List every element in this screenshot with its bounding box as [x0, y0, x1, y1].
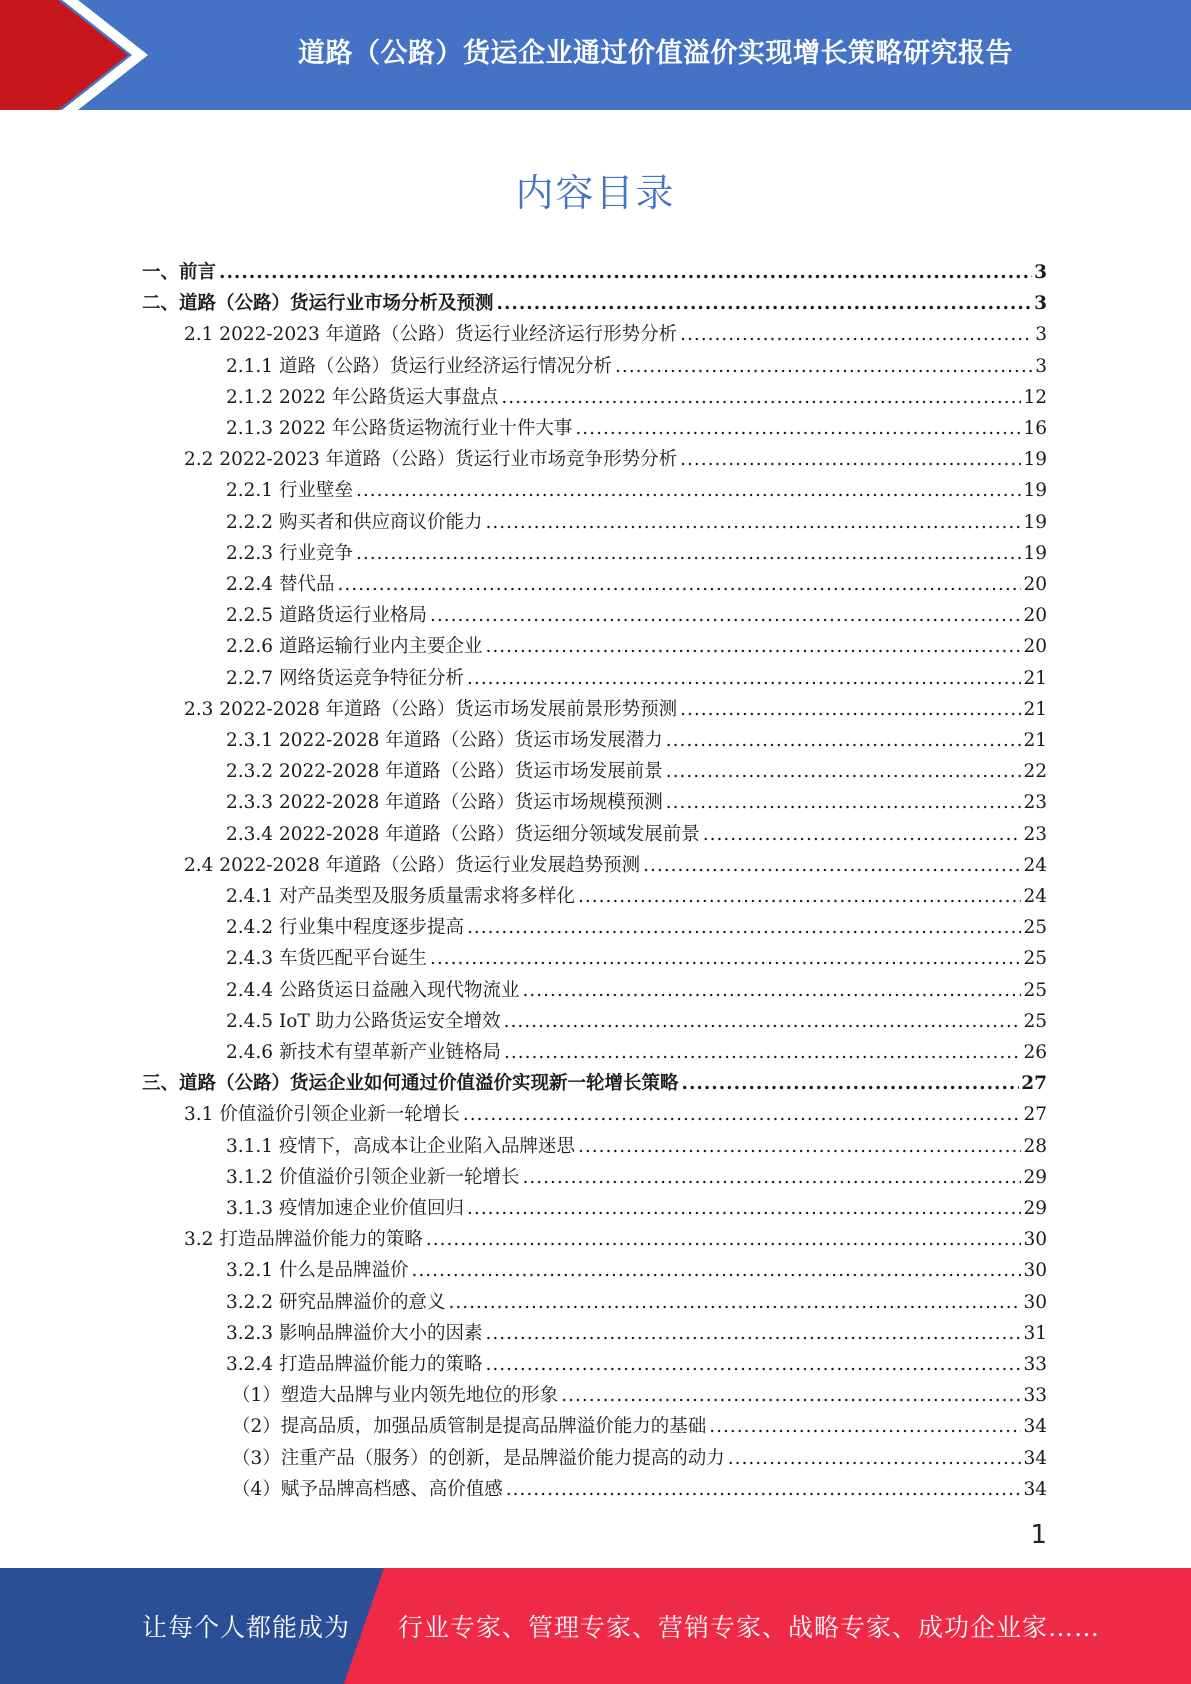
- toc-entry-page: 3: [1035, 324, 1047, 346]
- toc-dot-leader: [703, 823, 1022, 847]
- toc-entry-page: 24: [1023, 886, 1047, 907]
- toc-entry[interactable]: [226, 722, 1047, 753]
- toc-dot-leader: [504, 1010, 1022, 1034]
- header-banner: [0, 0, 1191, 110]
- toc-dot-leader: [561, 1384, 1021, 1408]
- toc-entry-label: 2.2.1 行业壁垒: [226, 480, 353, 502]
- toc-dot-leader: [680, 448, 1021, 472]
- toc-entry[interactable]: [226, 1315, 1047, 1346]
- toc-entry-label: 三、道路（公路）货运企业如何通过价值溢价实现新一轮增长策略: [142, 1073, 679, 1095]
- toc-entry-page: 21: [1023, 667, 1047, 689]
- toc-entry[interactable]: [226, 566, 1047, 597]
- toc-entry[interactable]: [226, 940, 1047, 971]
- toc-entry-page: 16: [1023, 418, 1047, 439]
- toc-entry-label: 2.4.6 新技术有望革新产业链格局: [226, 1042, 501, 1063]
- toc-entry-label: 2.3 2022-2028 年道路（公路）货运市场发展前景形势预测: [184, 698, 678, 720]
- toc-entry-label: 2.1 2022-2023 年道路（公路）货运行业经济运行形势分析: [184, 324, 678, 346]
- report-title: 道路（公路）货运企业通过价值溢价实现增长策略研究报告: [298, 37, 1013, 69]
- toc-entry[interactable]: [232, 1408, 1047, 1439]
- toc-entry-label: 2.1.1 道路（公路）货运行业经济运行情况分析: [226, 355, 612, 377]
- toc-entry-page: 23: [1023, 823, 1047, 845]
- toc-entry-page: 26: [1023, 1042, 1047, 1063]
- toc-entry[interactable]: [142, 285, 1047, 316]
- toc-entry-label: 2.1.2 2022 年公路货运大事盘点: [226, 386, 499, 408]
- toc-dot-leader: [337, 573, 1021, 597]
- toc-entry-label: 2.2.6 道路运输行业内主要企业: [226, 636, 483, 658]
- toc-entry-label: 一、前言: [142, 262, 217, 283]
- toc-entry-label: 2.2.5 道路货运行业格局: [226, 605, 427, 627]
- toc-entry-page: 33: [1023, 1385, 1047, 1407]
- toc-entry-page: 30: [1023, 1260, 1047, 1282]
- toc-entry-label: 2.4.3 车货匹配平台诞生: [226, 948, 427, 970]
- toc-entry[interactable]: [226, 1034, 1047, 1065]
- toc-entry-label: 2.3.2 2022-2028 年道路（公路）货运市场发展前景: [226, 761, 663, 783]
- toc-entry-label: 2.1.3 2022 年公路货运物流行业十件大事: [226, 418, 573, 439]
- toc-entry-page: 19: [1023, 449, 1047, 471]
- toc-dot-leader: [411, 1259, 1021, 1283]
- toc-entry-label: 2.3.3 2022-2028 年道路（公路）货运市场规模预测: [226, 792, 663, 814]
- toc-entry-page: 3: [1034, 293, 1047, 315]
- toc-entry[interactable]: [226, 1284, 1047, 1315]
- toc-entry-label: 2.4.5 IoT 助力公路货运安全增效: [226, 1010, 501, 1032]
- toc-entry-label: （4）赋予品牌高档感、高价值感: [232, 1478, 503, 1500]
- toc-entry-label: 二、道路（公路）货运行业市场分析及预测: [142, 293, 494, 315]
- toc-entry[interactable]: [226, 379, 1047, 410]
- toc-dot-leader: [666, 729, 1022, 753]
- toc-dot-leader: [506, 1478, 1022, 1502]
- toc-dot-leader: [666, 760, 1022, 784]
- toc-dot-leader: [467, 916, 1021, 940]
- toc-entry[interactable]: [226, 535, 1047, 566]
- toc-entry[interactable]: [226, 1190, 1047, 1221]
- toc-entry-label: （3）注重产品（服务）的创新，是品牌溢价能力提高的动力: [232, 1447, 725, 1469]
- toc-entry-label: 2.4.1 对产品类型及服务质量需求将多样化: [226, 886, 575, 907]
- toc-heading: 内容目录: [515, 171, 676, 215]
- toc-dot-leader: [485, 635, 1021, 659]
- toc-dot-leader: [501, 386, 1021, 410]
- toc-entry[interactable]: [226, 597, 1047, 628]
- footer-slogan-right: 行业专家、管理专家、营销专家、战略专家、成功企业家……: [398, 1613, 1101, 1642]
- toc-entry-page: 20: [1023, 636, 1047, 658]
- toc-entry-page: 34: [1023, 1478, 1047, 1500]
- toc-entry-page: 19: [1023, 511, 1047, 533]
- toc-entry-label: 2.3.4 2022-2028 年道路（公路）货运细分领域发展前景: [226, 823, 700, 845]
- toc-entry[interactable]: [232, 1377, 1047, 1408]
- toc-dot-leader: [709, 1415, 1021, 1439]
- toc-dot-leader: [430, 604, 1021, 628]
- toc-entry[interactable]: [232, 1471, 1047, 1502]
- toc-entry-label: 2.2.2 购买者和供应商议价能力: [226, 511, 483, 533]
- toc-dot-leader: [485, 1353, 1021, 1377]
- toc-entry-page: 31: [1023, 1322, 1047, 1344]
- toc-entry-label: 3.1.2 价值溢价引领企业新一轮增长: [226, 1166, 520, 1188]
- toc-dot-leader: [522, 1166, 1021, 1190]
- toc-entry[interactable]: [184, 1221, 1047, 1252]
- toc-entry-page: 20: [1023, 605, 1047, 627]
- toc-entry[interactable]: [226, 1159, 1047, 1190]
- toc-dot-leader: [356, 479, 1022, 503]
- toc-entry-page: 3: [1035, 355, 1047, 377]
- toc-entry-page: 30: [1023, 1229, 1047, 1251]
- toc-dot-leader: [485, 1322, 1021, 1346]
- toc-entry-page: 21: [1023, 698, 1047, 720]
- toc-entry-page: 21: [1023, 730, 1047, 751]
- toc-dot-leader: [219, 261, 1032, 285]
- toc-entry-label: 2.4.4 公路货运日益融入现代物流业: [226, 979, 520, 1001]
- toc-entry-label: 2.2.3 行业竞争: [226, 542, 353, 564]
- toc-entry[interactable]: [226, 410, 1047, 441]
- toc-dot-leader: [666, 791, 1022, 815]
- toc-entry[interactable]: [226, 660, 1047, 691]
- toc-dot-leader: [643, 854, 1021, 878]
- toc-entry[interactable]: [184, 1096, 1047, 1127]
- toc-entry[interactable]: [226, 784, 1047, 815]
- toc-entry[interactable]: [226, 1252, 1047, 1283]
- toc-entry-page: 19: [1023, 480, 1047, 502]
- toc-entry-page: 25: [1023, 917, 1047, 939]
- toc-entry-page: 25: [1023, 979, 1047, 1001]
- toc-entry-label: 3.1.1 疫情下，高成本让企业陷入品牌迷思: [226, 1135, 575, 1157]
- toc-dot-leader: [522, 979, 1021, 1003]
- toc-entry-label: 3.2.2 研究品牌溢价的意义: [226, 1291, 446, 1313]
- toc-entry-label: （1）塑造大品牌与业内领先地位的形象: [232, 1385, 559, 1407]
- toc-dot-leader: [504, 1041, 1021, 1065]
- toc-entry[interactable]: [226, 909, 1047, 940]
- toc-entry-page: 27: [1021, 1073, 1047, 1095]
- toc-entry[interactable]: [226, 972, 1047, 1003]
- toc-entry-page: 33: [1023, 1354, 1047, 1375]
- toc-entry[interactable]: [184, 441, 1047, 472]
- toc-entry[interactable]: [232, 1440, 1047, 1471]
- toc-entry-label: 3.2.3 影响品牌溢价大小的因素: [226, 1322, 483, 1344]
- toc-entry-label: 3.2.1 什么是品牌溢价: [226, 1260, 409, 1282]
- toc-entry-label: 2.4.2 行业集中程度逐步提高: [226, 917, 464, 939]
- toc-dot-leader: [615, 355, 1033, 379]
- toc-entry-label: 3.1 价值溢价引领企业新一轮增长: [184, 1104, 460, 1126]
- toc-entry-label: 3.2 打造品牌溢价能力的策略: [184, 1229, 423, 1251]
- chevron-arrow-icon: [0, 0, 160, 110]
- toc-entry-label: 2.2 2022-2023 年道路（公路）货运行业市场竞争形势分析: [184, 449, 678, 471]
- toc-entry[interactable]: [226, 878, 1047, 909]
- toc-entry-label: 2.2.7 网络货运竞争特征分析: [226, 667, 464, 689]
- toc-entry[interactable]: [184, 691, 1047, 722]
- toc-dot-leader: [356, 542, 1022, 566]
- toc-entry[interactable]: [142, 1065, 1047, 1096]
- toc-entry-page: 34: [1023, 1416, 1047, 1438]
- toc-entry[interactable]: [226, 504, 1047, 535]
- footer-banner: [0, 1568, 1191, 1684]
- toc-entry[interactable]: [184, 847, 1047, 878]
- toc-dot-leader: [426, 1228, 1022, 1252]
- toc-entry[interactable]: [226, 472, 1047, 503]
- toc-entry-label: 3.2.4 打造品牌溢价能力的策略: [226, 1354, 483, 1375]
- toc-dot-leader: [430, 947, 1021, 971]
- toc-entry-page: 12: [1023, 386, 1047, 408]
- toc-entry-label: 2.4 2022-2028 年道路（公路）货运行业发展趋势预测: [184, 854, 641, 876]
- toc-entry[interactable]: [142, 254, 1047, 285]
- toc-dot-leader: [448, 1291, 1021, 1315]
- toc-entry-page: 24: [1023, 854, 1047, 876]
- toc-dot-leader: [680, 323, 1033, 347]
- toc-entry-label: （2）提高品质，加强品质管制是提高品牌溢价能力的基础: [232, 1416, 707, 1438]
- toc-entry[interactable]: [226, 1346, 1047, 1377]
- toc-dot-leader: [728, 1447, 1022, 1471]
- toc-entry-page: 27: [1023, 1104, 1047, 1126]
- toc-entry[interactable]: [226, 1003, 1047, 1034]
- toc-entry-page: 23: [1023, 792, 1047, 814]
- toc-entry-page: 25: [1023, 1010, 1047, 1032]
- toc-entry-label: 3.1.3 疫情加速企业价值回归: [226, 1198, 464, 1219]
- toc-entry-page: 25: [1023, 948, 1047, 970]
- toc-entry[interactable]: [226, 1128, 1047, 1159]
- toc-entry[interactable]: [226, 628, 1047, 659]
- toc-dot-leader: [467, 667, 1021, 691]
- toc-dot-leader: [578, 1135, 1021, 1159]
- page-number: 1: [1030, 1520, 1047, 1550]
- toc-entry-page: 28: [1023, 1135, 1047, 1157]
- toc-entry-page: 19: [1023, 542, 1047, 564]
- toc-entry-page: 20: [1023, 574, 1047, 595]
- toc-entry[interactable]: [226, 816, 1047, 847]
- toc-entry[interactable]: [184, 316, 1047, 347]
- toc-entry-page: 30: [1023, 1291, 1047, 1313]
- toc-entry-label: 2.2.4 替代品: [226, 574, 335, 595]
- toc-dot-leader: [463, 1103, 1022, 1127]
- toc-dot-leader: [497, 292, 1033, 316]
- toc-dot-leader: [682, 1072, 1020, 1096]
- toc-entry-page: 29: [1023, 1198, 1047, 1219]
- toc-entry-page: 22: [1023, 761, 1047, 783]
- toc-dot-leader: [467, 1197, 1021, 1221]
- toc-dot-leader: [680, 698, 1021, 722]
- toc-entry-page: 3: [1034, 262, 1047, 283]
- toc-dot-leader: [578, 885, 1021, 909]
- toc-entry[interactable]: [226, 348, 1047, 379]
- toc-entry-label: 2.3.1 2022-2028 年道路（公路）货运市场发展潜力: [226, 730, 663, 751]
- toc-entry-page: 29: [1023, 1166, 1047, 1188]
- toc-dot-leader: [485, 511, 1021, 535]
- footer-slogan-left: 让每个人都能成为: [142, 1613, 351, 1642]
- toc-dot-leader: [575, 417, 1021, 441]
- toc-entry-page: 34: [1023, 1447, 1047, 1469]
- toc-entry[interactable]: [226, 753, 1047, 784]
